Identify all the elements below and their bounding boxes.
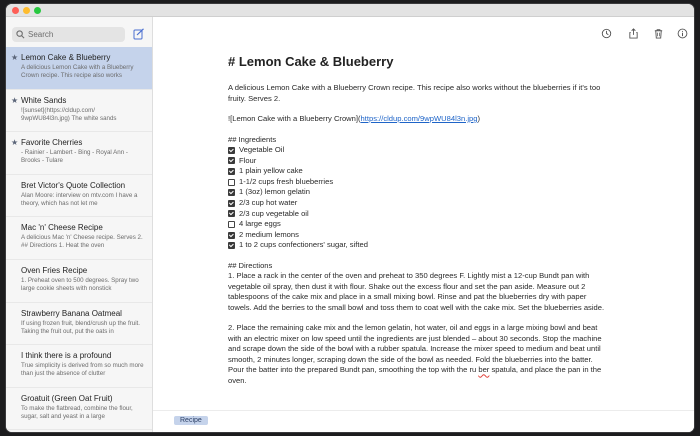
ingredient-item bbox=[228, 209, 608, 220]
ingredient-item bbox=[228, 187, 608, 198]
sidebar bbox=[6, 17, 153, 432]
ingredient-item bbox=[228, 240, 608, 251]
checked-checkbox[interactable] bbox=[228, 147, 235, 154]
note-intro: A delicious Lemon Cake with a Blueberry Crown recipe. This recipe also works without the blueberries if it's too fruity. Serves 2. bbox=[228, 83, 601, 103]
note-title: Mac 'n' Cheese Recipe bbox=[21, 223, 103, 233]
ingredient-text: 1 (3oz) lemon gelatin bbox=[239, 187, 310, 197]
ingredients-checklist bbox=[228, 145, 608, 251]
note-preview: A delicious Mac 'n' Cheese recipe. Serves 2. ## Directions 1. Heat the oven bbox=[21, 234, 143, 250]
note-list-item[interactable] bbox=[6, 47, 152, 90]
checked-checkbox[interactable] bbox=[228, 210, 235, 217]
direction-step-2 bbox=[228, 323, 608, 386]
ingredient-text: 1-1/2 cups fresh blueberries bbox=[239, 176, 334, 186]
ingredient-text: 2/3 cup hot water bbox=[239, 198, 298, 208]
image-link[interactable]: https://cldup.com/9wpWU84l3n.jpg bbox=[360, 114, 478, 123]
note-preview: ![sunset](https://cldup.com/ 9wpWU84l3n.jpg) The white sands bbox=[21, 106, 117, 122]
ingredient-text: 2 medium lemons bbox=[239, 229, 299, 239]
note-list-item[interactable] bbox=[6, 175, 152, 218]
step-2-text: 2. Place the remaining cake mix and the lemon gelatin, hot water, oil and eggs in a large mixing bowl and beat with an electric mixer on low speed until the ingredients are just blended – about 30 seconds. Stop the machine and scrape down the side of the bowl with a rubber spatula. Increase the mixer speed to medium and beat until smooth, 2 minutes longer, scraping down the side of the bowl as needed. Fold the blueberries into the batter. Pour the batter into the prepared Bundt pan, smoothing the top with the ru bbox=[228, 323, 602, 375]
ingredient-text: 4 large eggs bbox=[239, 219, 281, 229]
title-bar bbox=[6, 4, 694, 17]
ingredient-item bbox=[228, 145, 608, 156]
ingredients-heading: ## Ingredients bbox=[228, 134, 277, 144]
search-input[interactable] bbox=[12, 27, 125, 42]
direction-step-1: 1. Place a rack in the center of the oven and preheat to 350 degrees F. Lightly mist a 12-cup Bundt pan with vegetable oil spray, then dust it with flour. Shake out the excess flour and set the pan aside. Measure out 2 tablespoons of the cake mix and place in a small mixing bowl. Rinse and pat the blueberries dry with paper towels. Add the berries to the small bowl and toss them to coat well with the cake mix. Set the blueberries aside. bbox=[228, 271, 605, 312]
note-title: Favorite Cherries bbox=[21, 138, 83, 148]
minimize-window-button[interactable] bbox=[23, 7, 30, 14]
note-list-item[interactable] bbox=[6, 90, 152, 133]
image-suffix: ) bbox=[477, 114, 480, 123]
unchecked-checkbox[interactable] bbox=[228, 221, 235, 228]
pin-icon: ★ bbox=[11, 95, 19, 105]
note-preview: A delicious Lemon Cake with a Blueberry Crown recipe. This recipe also works bbox=[21, 64, 134, 79]
note-list-item[interactable] bbox=[6, 345, 152, 388]
directions-heading: ## Directions bbox=[228, 260, 273, 270]
note-preview: Alan Moore: interview on mtv.com I have a theory, which has not let me bbox=[21, 191, 138, 207]
ingredient-item bbox=[228, 198, 608, 209]
zoom-window-button[interactable] bbox=[34, 7, 41, 14]
note-list bbox=[6, 47, 152, 430]
ingredient-item bbox=[228, 177, 608, 188]
info-icon[interactable] bbox=[677, 28, 688, 39]
image-markdown bbox=[228, 114, 608, 125]
ingredient-text: 1 plain yellow cake bbox=[239, 166, 303, 176]
search-icon bbox=[16, 30, 25, 39]
pin-icon: ★ bbox=[11, 53, 19, 62]
app-window bbox=[6, 4, 694, 432]
note-heading: # Lemon Cake & Blueberry bbox=[228, 54, 394, 69]
note-title: I think there is a profound bbox=[21, 351, 112, 361]
note-preview: True simplicity is derived from so much more than just the absence of clutter bbox=[21, 362, 144, 378]
note-list-item[interactable] bbox=[6, 132, 152, 175]
note-editor[interactable] bbox=[228, 54, 608, 396]
checked-checkbox[interactable] bbox=[228, 189, 235, 196]
note-list-item[interactable] bbox=[6, 260, 152, 303]
checked-checkbox[interactable] bbox=[228, 168, 235, 175]
note-title: Oven Fries Recipe bbox=[21, 265, 88, 275]
note-list-item[interactable] bbox=[6, 303, 152, 346]
note-title: Bret Victor's Quote Collection bbox=[21, 180, 126, 190]
note-preview: 1. Preheat oven to 500 degrees. Spray two large cookie sheets with nonstick bbox=[21, 276, 139, 292]
checked-checkbox[interactable] bbox=[228, 157, 235, 164]
trash-icon[interactable] bbox=[653, 28, 664, 39]
export-icon[interactable] bbox=[628, 28, 639, 39]
ingredient-text: Flour bbox=[239, 155, 257, 165]
note-list-item[interactable] bbox=[6, 217, 152, 260]
ingredient-item bbox=[228, 219, 608, 230]
note-list-item[interactable] bbox=[6, 388, 152, 431]
ingredient-text: 2/3 cup vegetable oil bbox=[239, 208, 309, 218]
note-title: Lemon Cake & Blueberry bbox=[21, 53, 111, 62]
ingredient-item bbox=[228, 166, 608, 177]
unchecked-checkbox[interactable] bbox=[228, 179, 235, 186]
misspelled-word[interactable]: ber bbox=[478, 365, 490, 375]
note-title: White Sands bbox=[21, 95, 67, 105]
ingredient-item bbox=[228, 230, 608, 241]
step-2-end: spatula, and place the pan in the oven. bbox=[228, 365, 602, 385]
note-title: Strawberry Banana Oatmeal bbox=[21, 308, 122, 318]
image-alt: ![Lemon Cake with a Blueberry Crown]( bbox=[228, 114, 361, 123]
note-title: Groatuit (Green Oat Fruit) bbox=[21, 393, 113, 403]
checked-checkbox[interactable] bbox=[228, 232, 235, 239]
note-pane bbox=[153, 17, 694, 432]
checked-checkbox[interactable] bbox=[228, 200, 235, 207]
tag-bar bbox=[153, 410, 694, 432]
tag-recipe[interactable]: Recipe bbox=[174, 416, 208, 425]
compose-icon[interactable] bbox=[133, 28, 145, 40]
share-clock-icon[interactable] bbox=[601, 28, 612, 39]
search-placeholder: Search bbox=[28, 30, 54, 39]
checked-checkbox[interactable] bbox=[228, 242, 235, 249]
pin-icon: ★ bbox=[11, 138, 19, 148]
note-preview: To make the flatbread, combine the flour, sugar, salt and yeast in a large bbox=[21, 404, 133, 420]
note-preview: If using frozen fruit, blend/crush up the fruit. Taking the fruit out, put the oats in bbox=[21, 319, 141, 335]
ingredient-text: Vegetable Oil bbox=[239, 145, 285, 155]
close-window-button[interactable] bbox=[12, 7, 19, 14]
ingredient-item bbox=[228, 156, 608, 167]
ingredient-text: 1 to 2 cups confectioners' sugar, sifted bbox=[239, 240, 368, 250]
note-preview: - Rainier - Lambert - Bing - Royal Ann - Brooks - Tulare bbox=[21, 149, 128, 165]
